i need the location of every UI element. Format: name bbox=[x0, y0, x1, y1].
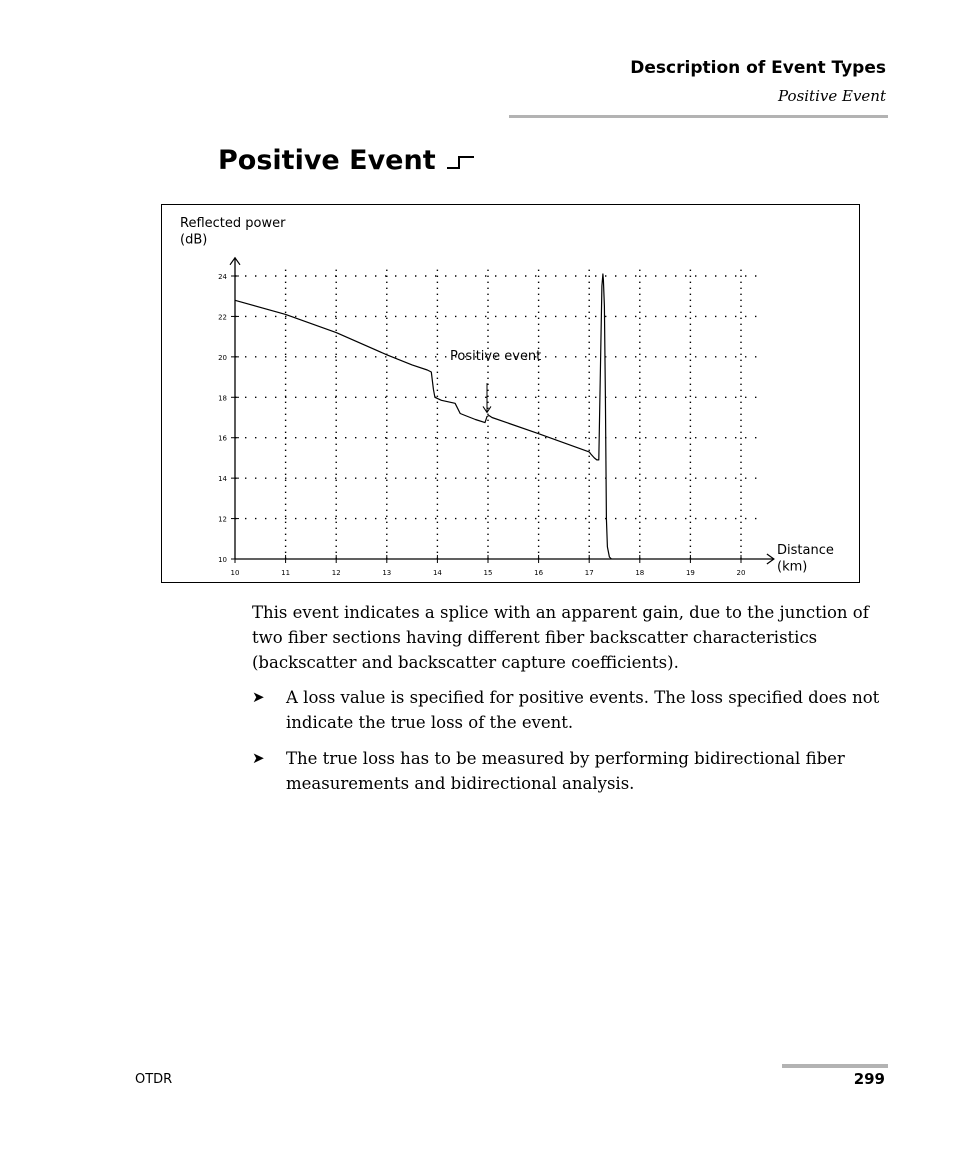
x-tick-label: 19 bbox=[685, 569, 695, 577]
bullet-arrow-icon: ➤ bbox=[252, 688, 265, 706]
y-tick-label: 20 bbox=[218, 353, 227, 362]
positive-event-label: Positive event bbox=[450, 349, 542, 364]
x-tick-label: 17 bbox=[584, 569, 594, 577]
x-tick-label: 20 bbox=[736, 569, 746, 577]
body-paragraph: This event indicates a splice with an apparent gain, due to the junction of two fiber sections having different fiber backscatter characteristics (backscatter and backscatter capture coefficients). bbox=[252, 603, 869, 672]
y-tick-label: 14 bbox=[218, 475, 227, 484]
page-number: 299 bbox=[853, 1070, 885, 1088]
y-tick-label: 22 bbox=[218, 313, 227, 322]
otdr-trace-figure bbox=[161, 204, 860, 583]
bullet-text: A loss value is specified for positive events. The loss specified does not indicate the true loss of the event. bbox=[286, 688, 880, 732]
x-tick-label: 15 bbox=[483, 569, 493, 577]
y-tick-label: 12 bbox=[218, 515, 227, 524]
running-header-subtitle: Positive Event bbox=[778, 87, 886, 105]
bullet-item bbox=[252, 685, 888, 735]
footer-rule bbox=[782, 1064, 888, 1068]
bullet-item bbox=[252, 746, 888, 796]
footer-product: OTDR bbox=[135, 1072, 173, 1087]
bullet-text: The true loss has to be measured by performing bidirectional fiber measurements and bidirectional analysis. bbox=[286, 749, 845, 793]
running-header-title: Description of Event Types bbox=[630, 58, 886, 78]
x-tick-label: 10 bbox=[230, 569, 240, 577]
x-tick-label: 11 bbox=[281, 569, 291, 577]
section-title bbox=[218, 145, 476, 176]
section-title-text: Positive Event bbox=[218, 145, 436, 176]
x-tick-label: 14 bbox=[432, 569, 442, 577]
otdr-trace-chart bbox=[162, 205, 859, 582]
bullet-arrow-icon: ➤ bbox=[252, 749, 265, 767]
y-tick-label: 24 bbox=[218, 273, 227, 281]
x-tick-label: 13 bbox=[382, 569, 392, 577]
y-tick-label: 18 bbox=[218, 394, 227, 403]
y-tick-label: 16 bbox=[218, 434, 227, 443]
x-tick-label: 12 bbox=[331, 569, 341, 577]
y-axis-label: Reflected power (dB) bbox=[180, 216, 286, 248]
y-tick-label: 10 bbox=[218, 556, 227, 564]
x-tick-label: 18 bbox=[635, 569, 645, 577]
x-tick-label: 16 bbox=[534, 569, 544, 577]
x-axis-label: Distance (km) bbox=[777, 543, 834, 575]
header-rule bbox=[509, 115, 888, 118]
positive-event-step-icon bbox=[446, 155, 476, 171]
